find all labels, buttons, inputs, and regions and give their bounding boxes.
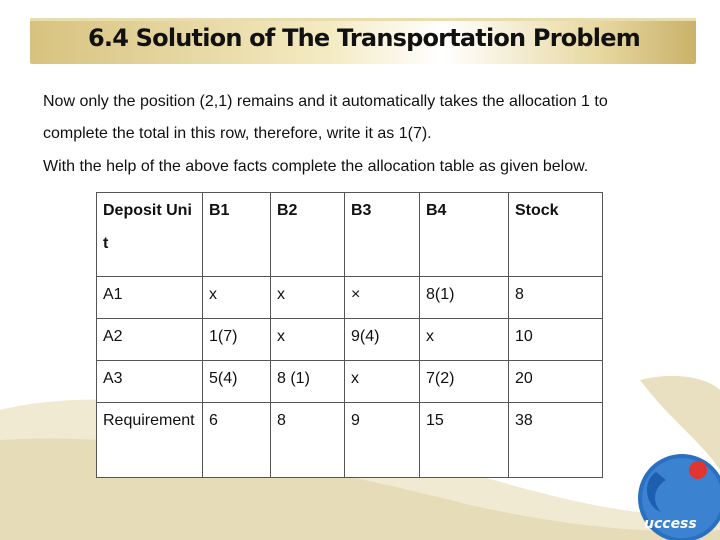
table-cell: 8 (1) — [271, 361, 345, 403]
requirement-label: Requirement — [103, 412, 195, 429]
table-cell: A3 — [97, 361, 203, 403]
table-cell: x — [271, 277, 345, 319]
table-cell — [97, 403, 203, 478]
table-cell: 9(4) — [345, 319, 420, 361]
paragraph-1: Now only the position (2,1) remains and it automatically takes the allocation 1 to — [43, 93, 608, 110]
table-cell: x — [271, 319, 345, 361]
header-stock: Stock — [509, 193, 603, 277]
header-b2: B2 — [271, 193, 345, 277]
table-cell: A1 — [97, 277, 203, 319]
table-cell: 6 — [203, 403, 271, 478]
table-cell: x — [420, 319, 509, 361]
table-cell: x — [203, 277, 271, 319]
header-deposit-unit: Deposit Unit — [103, 202, 192, 252]
table-row — [97, 277, 603, 319]
table-cell: 5(4) — [203, 361, 271, 403]
table-cell: 1(7) — [203, 319, 271, 361]
table-cell: × — [345, 277, 420, 319]
header-b4: B4 — [420, 193, 509, 277]
header-b1: B1 — [203, 193, 271, 277]
table-cell: A2 — [97, 319, 203, 361]
table-cell: 38 — [509, 403, 603, 478]
table-cell: 10 — [509, 319, 603, 361]
logo-text: uccess — [644, 516, 697, 532]
table-cell: 9 — [345, 403, 420, 478]
paragraph-3: With the help of the above facts complete the allocation table as given below. — [43, 158, 589, 175]
table-cell: 20 — [509, 361, 603, 403]
table-row — [97, 361, 603, 403]
allocation-table — [96, 192, 603, 478]
table-cell: 8 — [271, 403, 345, 478]
table-cell: 7(2) — [420, 361, 509, 403]
table-cell: x — [345, 361, 420, 403]
table-header-row — [97, 193, 603, 277]
table-cell: 15 — [420, 403, 509, 478]
header-cell — [97, 193, 203, 277]
table-cell: 8 — [509, 277, 603, 319]
table-cell: 8(1) — [420, 277, 509, 319]
paragraph-2: complete the total in this row, therefore, write it as 1(7). — [43, 125, 432, 142]
slide-title: 6.4 Solution of The Transportation Problem — [88, 24, 640, 52]
table-row — [97, 319, 603, 361]
header-b3: B3 — [345, 193, 420, 277]
table-row — [97, 403, 603, 478]
success-logo-icon — [636, 452, 720, 540]
